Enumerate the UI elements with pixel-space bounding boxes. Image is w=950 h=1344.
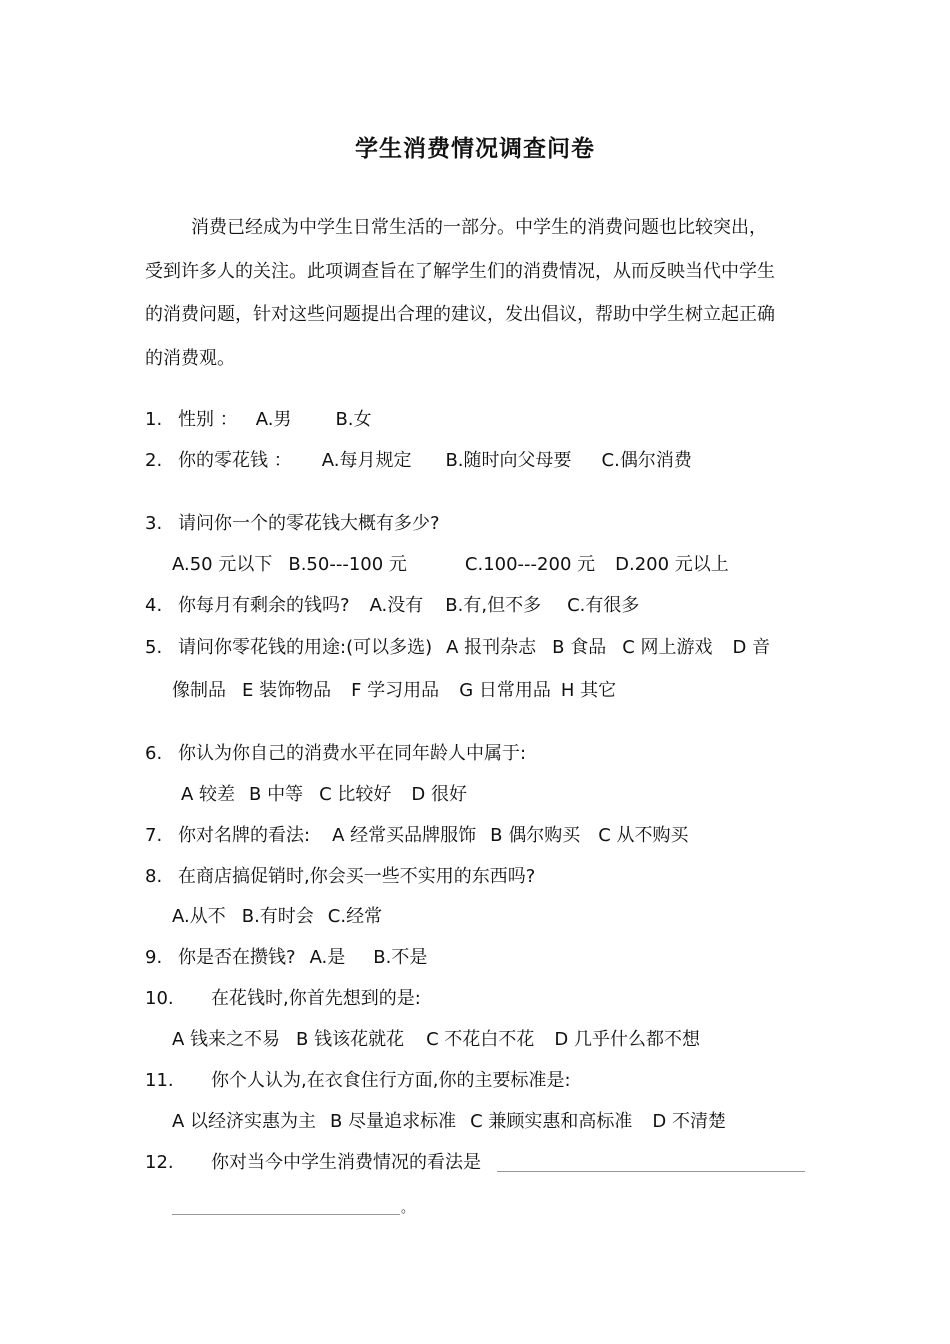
option-a[interactable]: A.男 (255, 409, 292, 430)
question-text: 在花钱时,你首先想到的是: (211, 988, 421, 1009)
question-number: 5. (145, 637, 163, 658)
answer-end-mark: 。 (401, 1201, 415, 1216)
question-number: 1. (145, 409, 163, 430)
option-f[interactable]: F 学习用品 (351, 680, 440, 701)
question-text: 你是否在攒钱? (178, 947, 296, 968)
option-d[interactable]: D 音 (732, 637, 771, 658)
option-c[interactable]: C.偶尔消费 (601, 450, 692, 471)
option-c[interactable]: C.100---200 元 (464, 554, 596, 575)
question-number: 6. (145, 743, 163, 764)
option-b[interactable]: B.50---100 元 (288, 554, 407, 575)
question-3-options (172, 552, 729, 578)
option-c[interactable]: C 比较好 (319, 784, 392, 805)
option-c[interactable]: C.有很多 (567, 595, 640, 616)
option-d[interactable]: D 不清楚 (652, 1111, 727, 1132)
question-9 (145, 945, 427, 971)
option-a[interactable]: A 较差 (181, 784, 236, 805)
question-6 (145, 741, 526, 767)
question-number: 9. (145, 947, 163, 968)
question-8 (145, 864, 535, 890)
option-b[interactable]: B.女 (335, 409, 372, 430)
question-11-options (172, 1109, 726, 1135)
option-a[interactable]: A 以经济实惠为主 (172, 1111, 317, 1132)
option-a[interactable]: A.是 (309, 947, 346, 968)
intro-line-4: 的消费观。 (145, 348, 235, 369)
option-c[interactable]: C.经常 (327, 906, 383, 927)
question-number: 11. (145, 1070, 174, 1091)
question-text: 在商店搞促销时,你会买一些不实用的东西吗? (178, 866, 536, 887)
option-b[interactable]: B.不是 (373, 947, 428, 968)
answer-blank-line-1[interactable] (497, 1171, 805, 1172)
question-5-options-cont (172, 678, 616, 704)
question-1 (145, 407, 372, 433)
question-2 (145, 448, 692, 474)
option-b[interactable]: B 偶尔购买 (490, 825, 581, 846)
question-number: 4. (145, 595, 163, 616)
question-number: 7. (145, 825, 163, 846)
question-text: 你每月有剩余的钱吗? (178, 595, 350, 616)
question-text: 性别 ： (178, 409, 238, 430)
question-5 (145, 635, 770, 661)
option-d[interactable]: D 几乎什么都不想 (554, 1029, 701, 1050)
question-3 (145, 511, 440, 537)
question-text: 你个人认为,在衣食住行方面,你的主要标准是: (211, 1070, 571, 1091)
question-10 (145, 986, 421, 1012)
question-number: 12. (145, 1152, 174, 1173)
question-7 (145, 823, 689, 849)
question-number: 2. (145, 450, 163, 471)
option-b[interactable]: B.随时向父母要 (445, 450, 572, 471)
question-6-options (181, 782, 467, 808)
option-b[interactable]: B 中等 (249, 784, 304, 805)
question-text: 你对当今中学生消费情况的看法是 (211, 1152, 481, 1173)
question-text: 你对名牌的看法: (178, 825, 311, 846)
option-h[interactable]: H 其它 (560, 680, 617, 701)
option-a[interactable]: A 经常买品牌服饰 (332, 825, 477, 846)
option-a[interactable]: A.50 元以下 (172, 554, 273, 575)
option-c[interactable]: C 不花白不花 (426, 1029, 535, 1050)
option-a[interactable]: A.从不 (172, 906, 226, 927)
intro-line-1: 消费已经成为中学生日常生活的一部分。中学生的消费问题也比较突出， (191, 217, 767, 238)
option-a[interactable]: A 钱来之不易 (172, 1029, 281, 1050)
question-12 (145, 1150, 481, 1176)
question-text: 请问你零花钱的用途:(可以多选) (178, 637, 433, 658)
option-b[interactable]: B 食品 (552, 637, 607, 658)
option-b[interactable]: B.有,但不多 (445, 595, 542, 616)
question-text: 你的零花钱 ： (178, 450, 292, 471)
option-d[interactable]: D 很好 (411, 784, 468, 805)
question-number: 10. (145, 988, 174, 1009)
option-b[interactable]: B.有时会 (241, 906, 314, 927)
option-e[interactable]: E 装饰物品 (242, 680, 332, 701)
option-a[interactable]: A 报刊杂志 (446, 637, 537, 658)
intro-line-3: 的消费问题，针对这些问题提出合理的建议，发出倡议，帮助中学生树立起正确 (145, 304, 775, 325)
option-c[interactable]: C 兼顾实惠和高标准 (470, 1111, 633, 1132)
option-g[interactable]: G 日常用品 (459, 680, 551, 701)
intro-line-2: 受到许多人的关注。此项调查旨在了解学生们的消费情况，从而反映当代中学生 (145, 261, 775, 282)
option-d-cont[interactable]: 像制品 (172, 680, 226, 701)
option-b[interactable]: B 钱该花就花 (296, 1029, 405, 1050)
answer-blank-line-2[interactable] (172, 1214, 400, 1215)
question-number: 8. (145, 866, 163, 887)
question-text: 你认为你自己的消费水平在同年龄人中属于: (178, 743, 527, 764)
option-c[interactable]: C 从不购买 (598, 825, 689, 846)
question-11 (145, 1068, 571, 1094)
option-d[interactable]: D.200 元以上 (615, 554, 729, 575)
option-c[interactable]: C 网上游戏 (622, 637, 713, 658)
question-text: 请问你一个的零花钱大概有多少? (178, 513, 440, 534)
option-b[interactable]: B 尽量追求标准 (330, 1111, 457, 1132)
option-a[interactable]: A.没有 (369, 595, 424, 616)
question-4 (145, 593, 639, 619)
question-8-options (172, 904, 382, 930)
question-10-options (172, 1027, 700, 1053)
page-title: 学生消费情况调查问卷 (355, 136, 595, 162)
question-number: 3. (145, 513, 163, 534)
option-a[interactable]: A.每月规定 (321, 450, 412, 471)
